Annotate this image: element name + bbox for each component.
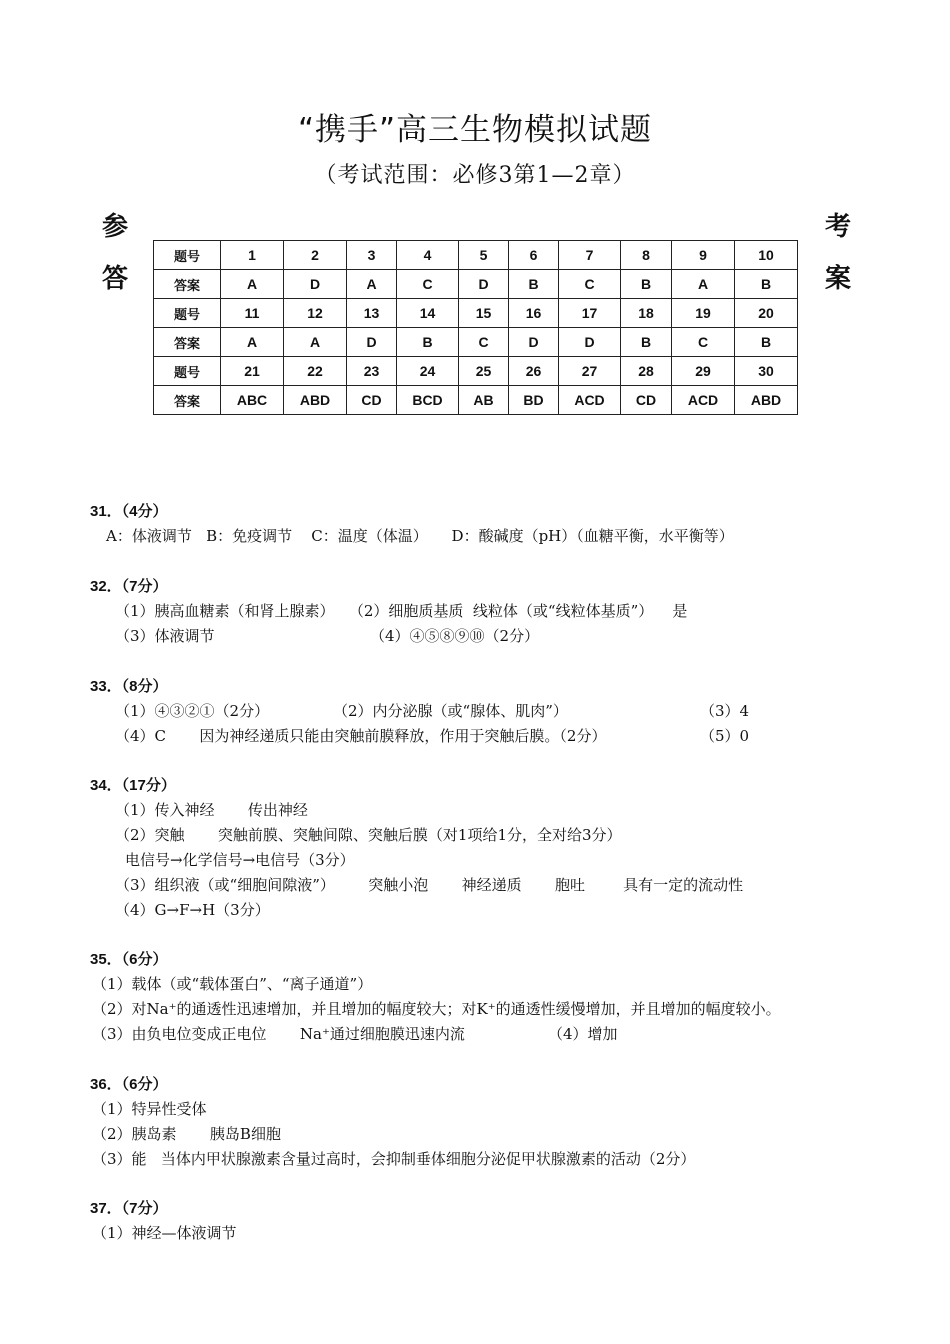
answer-cell: C	[397, 270, 459, 299]
question-number-cell: 13	[347, 299, 397, 328]
q36-line3: （3）能 当体内甲状腺激素含量过高时，会抑制垂体细胞分泌促甲状腺激素的活动（2分）	[92, 1150, 696, 1168]
q34-line2: （2）突触 突触前膜、突触间隙、突触后膜（对1项给1分，全对给3分）	[115, 826, 622, 844]
question-number-cell: 7	[559, 241, 621, 270]
question-number-cell: 6	[509, 241, 559, 270]
q35-line3b: （4）增加	[548, 1025, 618, 1043]
q35-line2: （2）对Na⁺的通透性迅速增加，并且增加的幅度较大；对K⁺的通透性缓慢增加，并且增加的幅度较小。	[92, 1000, 781, 1018]
side-char-kao: 考	[825, 212, 852, 242]
q33-line2a: （4）C 因为神经递质只能由突触前膜释放，作用于突触后膜。（2分）	[115, 727, 607, 745]
answer-cell: ABD	[284, 386, 347, 415]
question-label-cell: 题号	[154, 241, 221, 270]
q35-heading: 35．（6分）	[90, 951, 168, 968]
q34-heading: 34．（17分）	[90, 777, 176, 794]
question-number-cell: 27	[559, 357, 621, 386]
answer-cell: B	[735, 328, 798, 357]
answer-cell: D	[284, 270, 347, 299]
answer-cell: D	[559, 328, 621, 357]
answer-cell: A	[221, 328, 284, 357]
answer-cell: B	[397, 328, 459, 357]
answer-cell: C	[459, 328, 509, 357]
question-number-row	[154, 241, 798, 270]
question-number-cell: 3	[347, 241, 397, 270]
q31-heading: 31．（4分）	[90, 503, 168, 520]
answer-label-cell: 答案	[154, 270, 221, 299]
q32-heading: 32．（7分）	[90, 578, 168, 595]
answer-cell: A	[347, 270, 397, 299]
answer-row	[154, 328, 798, 357]
answer-cell: A	[284, 328, 347, 357]
answer-label-cell: 答案	[154, 328, 221, 357]
answer-cell: BCD	[397, 386, 459, 415]
page-subtitle: （考试范围：必修3第1—2章）	[314, 163, 636, 188]
answer-cell: B	[735, 270, 798, 299]
q33-line2b: （5）0	[700, 727, 750, 745]
question-label-cell: 题号	[154, 357, 221, 386]
q31-line1: A：体液调节 B：免疫调节 C：温度（体温） D：酸碱度（pH）（血糖平衡，水平衡等）	[106, 527, 734, 545]
q32-line3: （4）④⑤⑧⑨⑩（2分）	[370, 627, 540, 645]
answer-cell: B	[621, 270, 672, 299]
answer-cell: A	[221, 270, 284, 299]
question-number-cell: 14	[397, 299, 459, 328]
question-number-cell: 4	[397, 241, 459, 270]
question-number-row	[154, 299, 798, 328]
answer-cell: CD	[621, 386, 672, 415]
question-number-cell: 30	[735, 357, 798, 386]
answer-cell: ABD	[735, 386, 798, 415]
q33-heading: 33．（8分）	[90, 678, 168, 695]
q34-line4: （3）组织液（或“细胞间隙液”） 突触小泡 神经递质 胞吐 具有一定的流动性	[115, 876, 744, 894]
q34-line3: 电信号→化学信号→电信号（3分）	[125, 851, 355, 869]
question-number-cell: 10	[735, 241, 798, 270]
question-number-cell: 20	[735, 299, 798, 328]
q34-line5: （4）G→F→H（3分）	[115, 901, 270, 919]
answer-cell: ACD	[559, 386, 621, 415]
question-number-cell: 1	[221, 241, 284, 270]
question-number-cell: 5	[459, 241, 509, 270]
question-number-cell: 29	[672, 357, 735, 386]
q34-line1: （1）传入神经 传出神经	[115, 801, 308, 819]
q35-line3a: （3）由负电位变成正电位 Na⁺通过细胞膜迅速内流	[92, 1025, 465, 1043]
q33-line1a: （1）④③②①（2分）	[115, 702, 270, 720]
answer-label-cell: 答案	[154, 386, 221, 415]
side-char-da: 答	[102, 264, 129, 294]
question-label-cell: 题号	[154, 299, 221, 328]
answer-cell: D	[509, 328, 559, 357]
question-number-cell: 12	[284, 299, 347, 328]
q33-line1b: （2）内分泌腺（或“腺体、肌肉”）	[333, 702, 568, 720]
question-number-cell: 11	[221, 299, 284, 328]
answer-cell: A	[672, 270, 735, 299]
answer-cell: D	[459, 270, 509, 299]
page-title: “携手”高三生物模拟试题	[297, 112, 653, 148]
q32-line1: （1）胰高血糖素（和肾上腺素） （2）细胞质基质 线粒体（或“线粒体基质”） 是	[115, 602, 688, 620]
question-number-cell: 28	[621, 357, 672, 386]
answer-cell: ACD	[672, 386, 735, 415]
question-number-cell: 2	[284, 241, 347, 270]
answer-row	[154, 270, 798, 299]
q36-line1: （1）特异性受体	[92, 1100, 207, 1118]
answer-cell: AB	[459, 386, 509, 415]
answer-cell: ABC	[221, 386, 284, 415]
q36-line2: （2）胰岛素 胰岛B细胞	[92, 1125, 281, 1143]
q37-heading: 37．（7分）	[90, 1200, 168, 1217]
question-number-cell: 15	[459, 299, 509, 328]
side-char-an: 案	[825, 264, 852, 294]
answer-table	[153, 240, 798, 415]
question-number-cell: 26	[509, 357, 559, 386]
q36-heading: 36．（6分）	[90, 1076, 168, 1093]
question-number-cell: 22	[284, 357, 347, 386]
question-number-cell: 18	[621, 299, 672, 328]
answer-cell: BD	[509, 386, 559, 415]
question-number-cell: 16	[509, 299, 559, 328]
question-number-cell: 21	[221, 357, 284, 386]
side-char-can: 参	[102, 212, 129, 242]
question-number-cell: 8	[621, 241, 672, 270]
question-number-cell: 25	[459, 357, 509, 386]
answer-cell: C	[672, 328, 735, 357]
q35-line1: （1）载体（或“载体蛋白”、“离子通道”）	[92, 975, 373, 993]
question-number-cell: 17	[559, 299, 621, 328]
question-number-cell: 9	[672, 241, 735, 270]
answer-cell: B	[509, 270, 559, 299]
question-number-cell: 24	[397, 357, 459, 386]
q37-line1: （1）神经—体液调节	[92, 1224, 237, 1242]
answer-cell: CD	[347, 386, 397, 415]
question-number-cell: 19	[672, 299, 735, 328]
answer-row	[154, 386, 798, 415]
question-number-row	[154, 357, 798, 386]
answer-cell: C	[559, 270, 621, 299]
answer-cell: B	[621, 328, 672, 357]
q33-line1c: （3）4	[700, 702, 750, 720]
answer-cell: D	[347, 328, 397, 357]
q32-line2: （3）体液调节	[115, 627, 215, 645]
question-number-cell: 23	[347, 357, 397, 386]
